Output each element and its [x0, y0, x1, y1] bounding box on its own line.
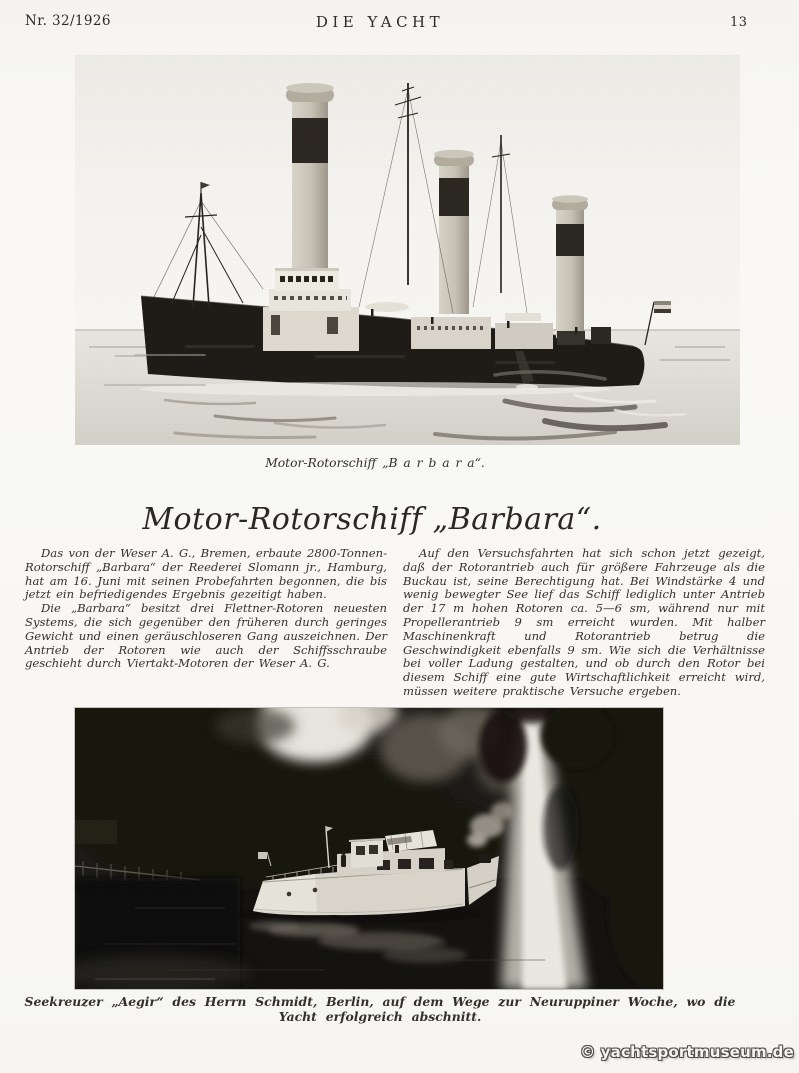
issue-number: Nr. 32/1926: [25, 13, 111, 29]
page-number: 13: [730, 15, 748, 30]
sea-cruiser-illustration: [75, 708, 663, 989]
sea-cruiser-photo: [75, 708, 663, 989]
photo-caption-sea-cruiser: Seekreuzer „Aegir“ des Herrn Schmidt, Berlin, auf dem Wege zur Neuruppiner Woche, wo die Yacht erfolgreich abschnitt.: [24, 994, 736, 1024]
magazine-title: DIE YACHT: [315, 13, 445, 31]
halftone-overlay: [75, 55, 740, 445]
article-column-right: [403, 547, 765, 699]
article-title: Motor-Rotorschiff „Barbara“.: [142, 502, 602, 537]
rotor-ship-photo: [75, 55, 740, 445]
paragraph: Die „Barbara“ besitzt drei Flettner-Rotoren neuesten Systems, die sich gegenüber den früheren durch geringes Gewicht und einen geräuschloseren Gang auszeichnen. Der Antrieb der Rotoren wie auch der Schiffsschraube geschieht durch Viertakt-Motoren der Weser A. G.: [25, 601, 387, 671]
halftone-overlay: [75, 708, 663, 989]
watermark: © yachtsportmuseum.de: [580, 1043, 794, 1061]
article-column-left: [25, 547, 387, 671]
photo-caption-rotor-ship: Motor-Rotorschiff „B a r b a r a“.: [265, 456, 485, 470]
rotor-ship-illustration: [75, 55, 740, 445]
paragraph: Das von der Weser A. G., Bremen, erbaute 2800-Tonnen-Rotorschiff „Barbara“ der Reederei Slomann jr., Hamburg, hat am 16. Juni mit seinen Probefahrten begonnen, die bis jetzt ein befriedigendes Ergebnis gezeitigt haben.: [25, 546, 387, 602]
paragraph: Auf den Versuchsfahrten hat sich schon jetzt gezeigt, daß der Rotorantrieb auch für größere Fahrzeuge als die Buckau ist, seine Berechtigung hat. Bei Windstärke 4 und wenig bewegter See lief das Schiff lediglich unter Antrieb der 17 m hohen Rotoren ca. 5—6 sm, während nur mit Propellerantrieb 9 sm erreicht wurden. Mit halber Maschinenkraft und Rotorantrieb betrug die Geschwindigkeit ebenfalls 9 sm. Wie sich die Verhältnisse bei voller Ladung gestalten, und ob durch den Rotor bei diesem Schiff eine gute Wirtschaftlichkeit erreicht wird, müssen weitere praktische Versuche ergeben.: [403, 546, 765, 698]
